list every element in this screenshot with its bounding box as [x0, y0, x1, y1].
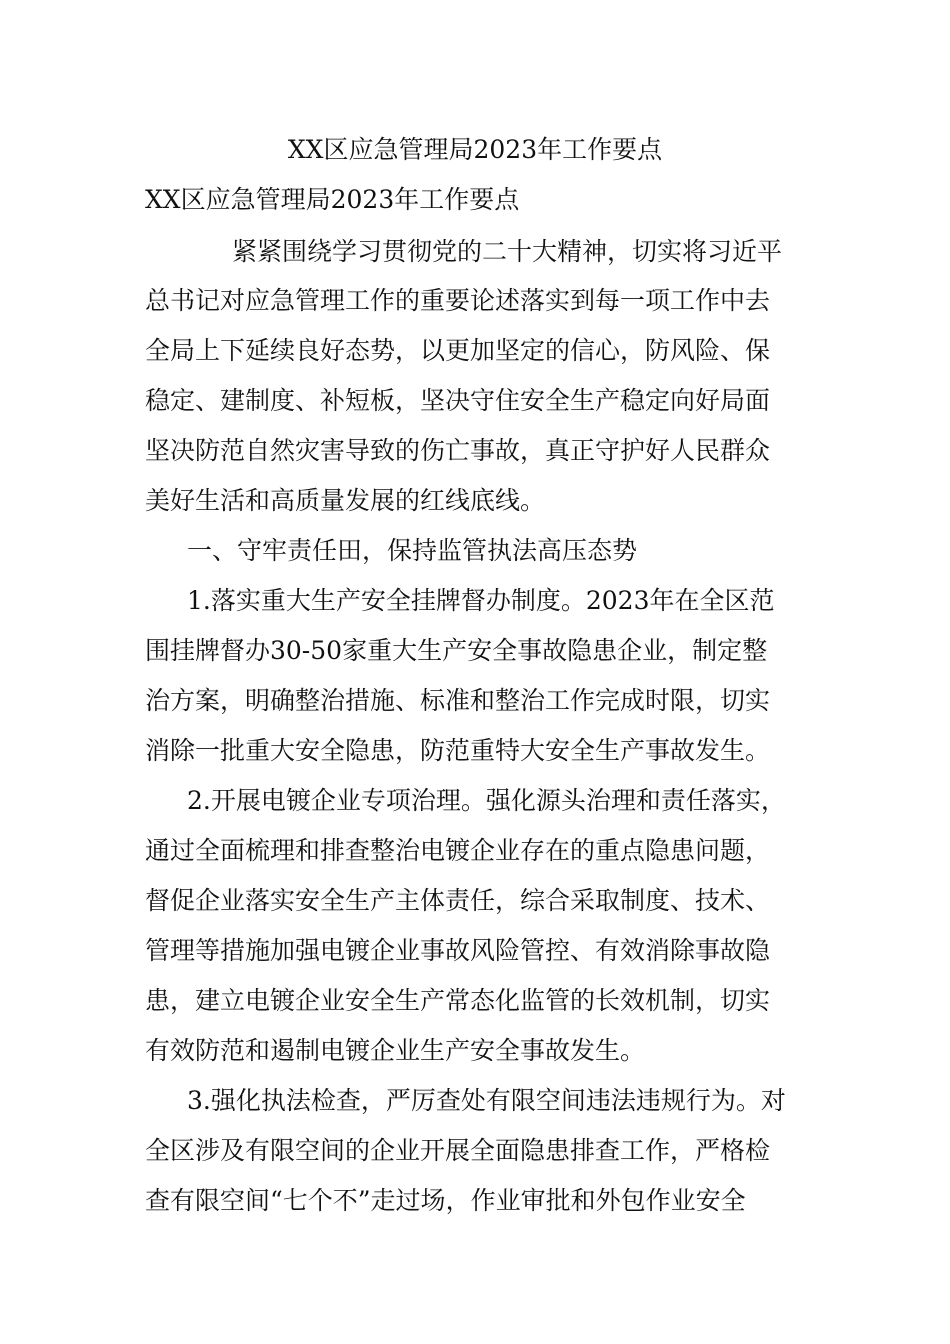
paragraph-line: 全区涉及有限空间的企业开展全面隐患排查工作，严格检: [145, 1136, 771, 1165]
paragraph-line: 通过全面梳理和排查整治电镀企业存在的重点隐患问题，: [145, 836, 771, 865]
section-heading: 一、守牢责任田，保持监管执法高压态势: [187, 536, 638, 565]
paragraph-line: 3.强化执法检查，严厉查处有限空间违法违规行为。对: [187, 1086, 786, 1115]
paragraph-line: 美好生活和高质量发展的红线底线。: [145, 486, 546, 515]
paragraph-line: 患，建立电镀企业安全生产常态化监管的长效机制，切实: [145, 986, 771, 1015]
paragraph-line: 总书记对应急管理工作的重要论述落实到每一项工作中去: [145, 286, 771, 315]
paragraph-line: 围挂牌督办30-50家重大生产安全事故隐患企业，制定整: [145, 636, 768, 665]
paragraph-line: 督促企业落实安全生产主体责任，综合采取制度、技术、: [145, 886, 771, 915]
paragraph-line: 1.落实重大生产安全挂牌督办制度。2023年在全区范: [187, 586, 775, 615]
paragraph-line: 查有限空间“七个不”走过场，作业审批和外包作业安全: [145, 1186, 746, 1215]
paragraph-line: 治方案，明确整治措施、标准和整治工作完成时限，切实: [145, 686, 771, 715]
paragraph-line: 管理等措施加强电镀企业事故风险管控、有效消除事故隐: [145, 936, 771, 965]
paragraph-line: 消除一批重大安全隐患，防范重特大安全生产事故发生。: [145, 736, 771, 765]
document-subtitle: XX区应急管理局2023年工作要点: [145, 185, 520, 214]
paragraph-line: 有效防范和遏制电镀企业生产安全事故发生。: [145, 1036, 646, 1065]
paragraph-line: 坚决防范自然灾害导致的伤亡事故，真正守护好人民群众: [145, 436, 771, 465]
paragraph-line: 全局上下延续良好态势，以更加坚定的信心，防风险、保: [145, 336, 771, 365]
document-title: XX区应急管理局2023年工作要点: [287, 135, 663, 164]
paragraph-line: 2.开展电镀企业专项治理。强化源头治理和责任落实，: [187, 786, 786, 815]
paragraph-line: 紧紧围绕学习贯彻党的二十大精神，切实将习近平: [232, 237, 783, 266]
paragraph-line: 稳定、建制度、补短板，坚决守住安全生产稳定向好局面: [145, 386, 771, 415]
